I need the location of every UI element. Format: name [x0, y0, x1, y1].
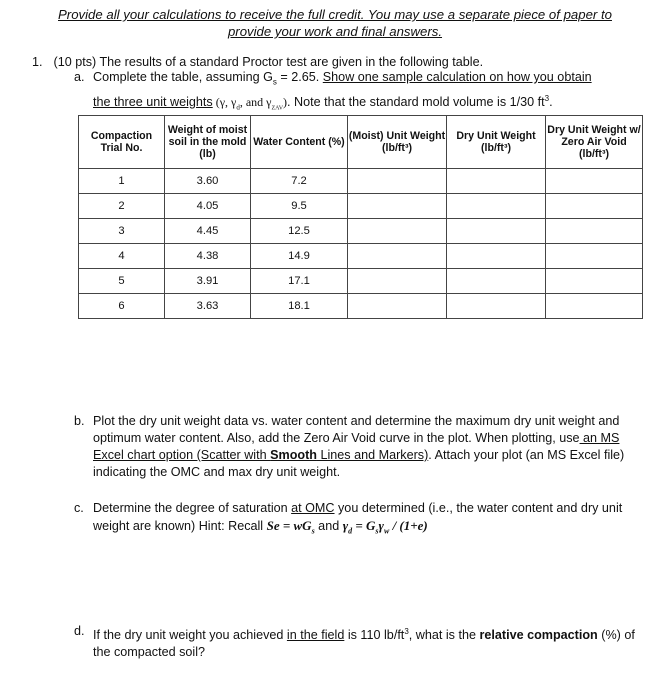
table-cell-blank: [546, 194, 643, 219]
col-header-weight: Weight of moist soil in the mold (lb): [165, 116, 251, 169]
table-cell: 12.5: [251, 219, 348, 244]
table-cell-blank: [447, 244, 546, 269]
table-row: [79, 294, 643, 319]
table-cell: 14.9: [251, 244, 348, 269]
table-cell: 2: [79, 194, 165, 219]
table-row: [79, 169, 643, 194]
table-cell-blank: [348, 194, 447, 219]
table-cell: 4: [79, 244, 165, 269]
table-cell: 3.63: [165, 294, 251, 319]
table-cell-blank: [546, 244, 643, 269]
part-a-text: Complete the table, assuming $G_s = 2.65$. Show one sample calculation on how you obtain the three unit weights (γ, $\gamma_d$, and $\gamma_{ZAV}$). Note that the standard mold volume is 1/30 $ft^3$.: [93, 70, 592, 112]
formula-dry-unit-weight: $\gamma_d = G_s\gamma_w / (1+e)$: [342, 518, 428, 536]
table-cell: 4.38: [165, 244, 251, 269]
table-row: [79, 269, 643, 294]
table-cell: 7.2: [251, 169, 348, 194]
proctor-table: [78, 115, 643, 319]
instructions-header: [0, 6, 670, 40]
question-1: [32, 54, 483, 70]
table-cell-blank: [447, 269, 546, 294]
table-header-row: [79, 116, 643, 169]
part-d-text: If the dry unit weight you achieved in the field is 110 $lb/ft^3$, what is the relative compaction (%) of the compacted soil?: [93, 627, 635, 660]
table-cell-blank: [348, 294, 447, 319]
col-header-moist-unit-weight: (Moist) Unit Weight (lb/ft³): [348, 116, 447, 169]
col-header-trial: Compaction Trial No.: [79, 116, 165, 169]
table-cell-blank: [447, 219, 546, 244]
table-cell: 1: [79, 169, 165, 194]
part-a-label: a.: [74, 70, 85, 84]
col-header-dry-unit-weight: Dry Unit Weight (lb/ft³): [447, 116, 546, 169]
table-cell: 18.1: [251, 294, 348, 319]
part-b-label: b.: [74, 414, 85, 428]
table-cell: 9.5: [251, 194, 348, 219]
table-cell-blank: [447, 294, 546, 319]
table-cell: 5: [79, 269, 165, 294]
instructions-line-1: Provide all your calculations to receive the full credit. You may use a separate piece of paper to: [58, 7, 612, 22]
question-number: 1.: [32, 55, 43, 69]
part-d-label: d.: [74, 624, 85, 638]
table-cell-blank: [348, 169, 447, 194]
table-row: [79, 244, 643, 269]
table-cell-blank: [348, 269, 447, 294]
table-cell-blank: [546, 269, 643, 294]
table-row: [79, 219, 643, 244]
part-a-underline-2: the three unit weights: [93, 94, 213, 109]
table-cell: 3: [79, 219, 165, 244]
table-cell-blank: [447, 169, 546, 194]
table-cell-blank: [546, 294, 643, 319]
table-row: [79, 194, 643, 219]
table-cell: 4.05: [165, 194, 251, 219]
part-c-label: c.: [74, 501, 84, 515]
col-header-water-content: Water Content (%): [251, 116, 348, 169]
table-cell-blank: [348, 219, 447, 244]
table-cell-blank: [546, 219, 643, 244]
table-cell: 4.45: [165, 219, 251, 244]
table-cell: 3.91: [165, 269, 251, 294]
table-cell-blank: [447, 194, 546, 219]
part-c-text: Determine the degree of saturation at OMC you determined (i.e., the water content and dry unit weight are known) Hint: Recall $Se = wG_s$ and $\gamma_d = G_s\gamma_w / (1+e)$: [93, 501, 623, 536]
instructions-line-2: provide your work and final answers.: [227, 24, 443, 39]
question-text: (10 pts) The results of a standard Proctor test are given in the following table.: [53, 55, 484, 69]
table-cell: 3.60: [165, 169, 251, 194]
table-cell: 6: [79, 294, 165, 319]
part-a-underline-1: Show one sample calculation on how you obtain: [322, 70, 592, 84]
table-cell: 17.1: [251, 269, 348, 294]
part-b-text: Plot the dry unit weight data vs. water content and determine the maximum dry unit weight and optimum water content. Also, add the Zero Air Void curve in the plot. When plotting, use an MS Excel chart option (Scatter with Smooth Lines and Markers). Attach your plot (an MS Excel file) indicating the OMC and max dry unit weight.: [93, 414, 625, 479]
formula-saturation: $Se = wG_s$: [266, 518, 315, 536]
table-cell-blank: [348, 244, 447, 269]
col-header-zav-unit-weight: Dry Unit Weight w/ Zero Air Void (lb/ft³): [546, 116, 643, 169]
table-cell-blank: [546, 169, 643, 194]
